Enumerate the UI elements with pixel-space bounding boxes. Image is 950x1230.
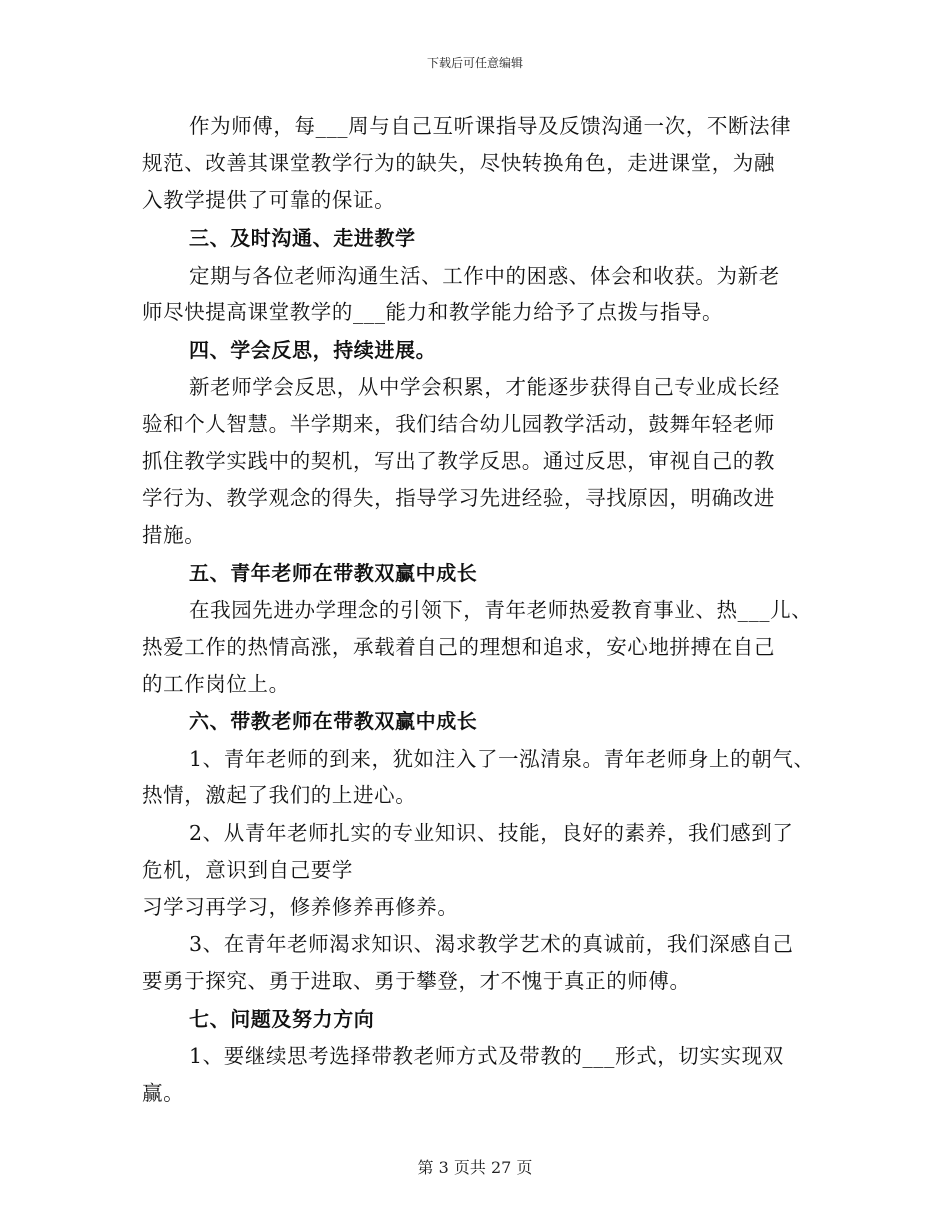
paragraph-line: 3、在青年老师渴求知识、渴求教学艺术的真诚前，我们深感自己 xyxy=(189,932,794,956)
paragraph-line: 验和个人智慧。半学期来，我们结合幼儿园教学活动，鼓舞年轻老师 xyxy=(142,412,775,436)
paragraph-line: 在我园先进办学理念的引领下，青年老师热爱教育事业、热___儿、 xyxy=(189,598,813,622)
paragraph-line: 学行为、教学观念的得失，指导学习先进经验，寻找原因，明确改进 xyxy=(142,486,775,510)
paragraph-line: 入教学提供了可靠的保证。 xyxy=(142,188,396,212)
paragraph-line: 定期与各位老师沟通生活、工作中的困惑、体会和收获。为新老 xyxy=(189,264,780,288)
section-heading: 三、及时沟通、走进教学 xyxy=(189,226,416,250)
section-heading: 七、问题及努力方向 xyxy=(189,1007,375,1031)
page-header: 下载后可任意编辑 xyxy=(426,56,523,70)
paragraph-line: 1、要继续思考选择带教老师方式及带教的___形式，切实实现双 xyxy=(189,1044,784,1068)
paragraph-line: 1、青年老师的到来，犹如注入了一泓清泉。青年老师身上的朝气、 xyxy=(189,747,815,771)
paragraph-line: 作为师傅，每___周与自己互听课指导及反馈沟通一次，不断法律 xyxy=(189,114,792,138)
paragraph-line: 抓住教学实践中的契机，写出了教学反思。通过反思，审视自己的教 xyxy=(142,449,775,473)
paragraph-line: 2、从青年老师扎实的专业知识、技能，良好的素养，我们感到了 xyxy=(189,821,794,845)
paragraph-line: 措施。 xyxy=(142,523,206,547)
section-heading: 五、青年老师在带教双赢中成长 xyxy=(189,561,478,585)
page-footer: 第 3 页共 27 页 xyxy=(417,1158,533,1177)
paragraph-line: 规范、改善其课堂教学行为的缺失，尽快转换角色，走进课堂，为融 xyxy=(142,151,775,175)
paragraph-line: 危机，意识到自己要学 xyxy=(142,858,353,882)
paragraph-line: 习学习再学习，修养修养再修养。 xyxy=(142,895,459,919)
section-heading: 六、带教老师在带教双赢中成长 xyxy=(189,709,478,733)
paragraph-line: 师尽快提高课堂教学的___能力和教学能力给予了点拨与指导。 xyxy=(142,300,724,324)
paragraph-line: 热情，激起了我们的上进心。 xyxy=(142,783,417,807)
paragraph-line: 热爱工作的热情高涨，承载着自己的理想和追求，安心地拼搏在自己 xyxy=(142,635,775,659)
paragraph-line: 的工作岗位上。 xyxy=(142,672,290,696)
paragraph-line: 赢。 xyxy=(142,1081,185,1105)
paragraph-line: 要勇于探究、勇于进取、勇于攀登，才不愧于真正的师傅。 xyxy=(142,969,691,993)
paragraph-line: 新老师学会反思，从中学会积累，才能逐步获得自己专业成长经 xyxy=(189,375,780,399)
section-heading: 四、学会反思，持续进展。 xyxy=(189,338,437,362)
